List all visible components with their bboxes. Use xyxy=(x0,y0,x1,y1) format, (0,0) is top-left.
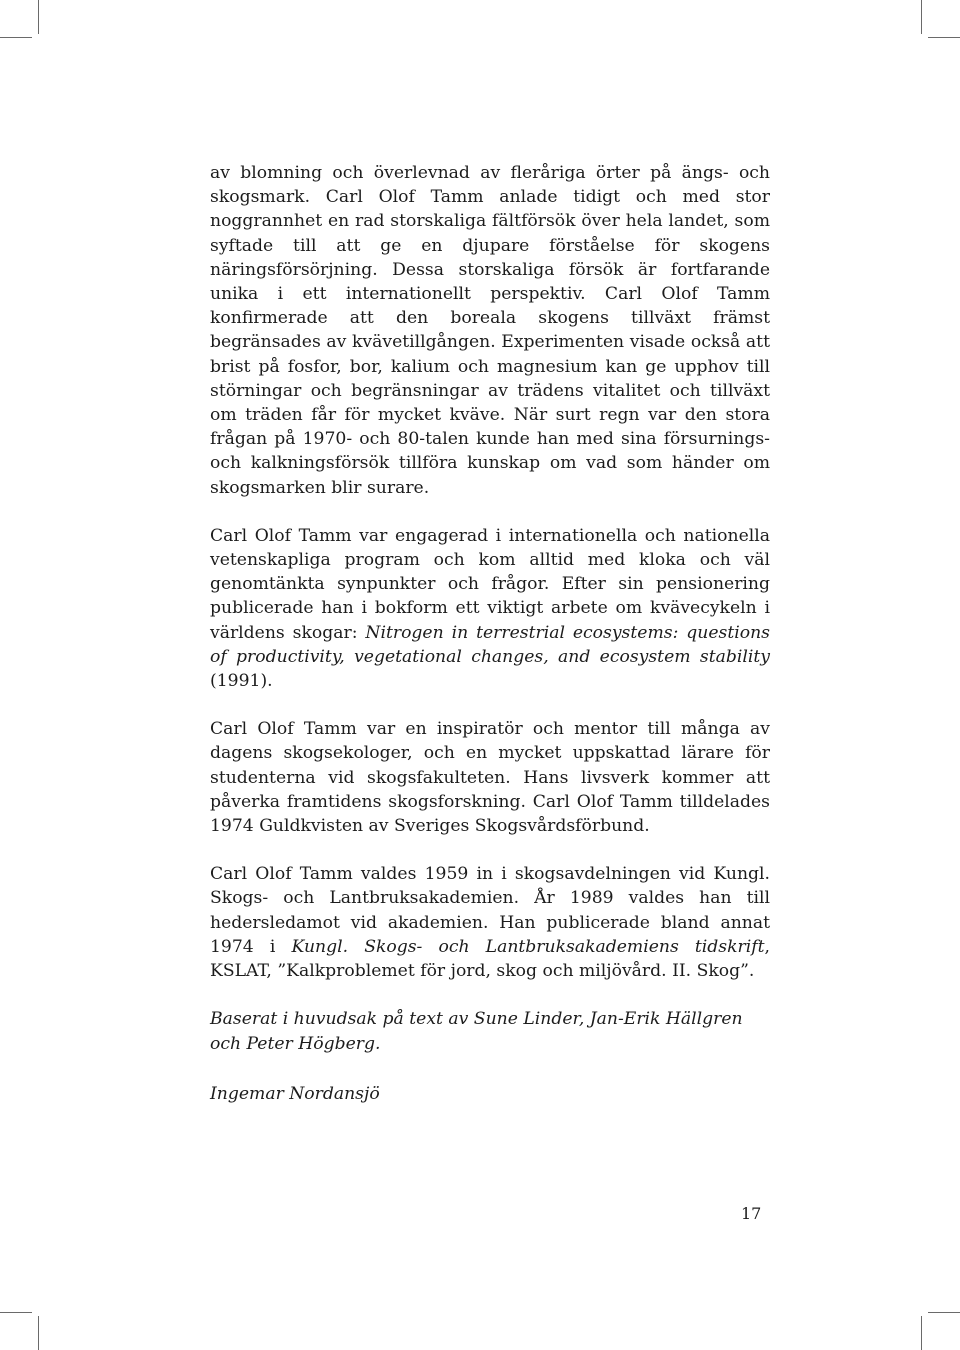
paragraph-academy: Carl Olof Tamm valdes 1959 in i skogsavdelningen vid Kungl. Skogs- och Lantbruksakademien. År 1989 valdes han till hedersledamot vid akademien. Han publicerade bland annat 1974 i Kungl. Skogs- och Lantbruksakademiens tidskrift, KSLAT, ”Kalkproblemet för jord, skog och miljövård. II. Skog”. xyxy=(210,864,770,982)
paragraph-international-engagement: Carl Olof Tamm var engagerad i internationella och nationella vetenskapliga program och kom alltid med kloka och väl genomtänkta synpunkter och frågor. Efter sin pensionering publicerade han i bokform ett viktigt arbete om kvävecykeln i världens skogar: Nitrogen in terrestrial ecosystems: questions of productivity, vegetational changes, and ecosystem stability (1991). xyxy=(210,525,770,692)
crop-mark-bottom-left-vertical xyxy=(38,1316,39,1350)
crop-mark-top-left-vertical xyxy=(38,0,39,34)
crop-mark-top-right-vertical xyxy=(921,0,922,34)
paragraph-mentor: Carl Olof Tamm var en inspiratör och mentor till många av dagens skogsekologer, och en mycket uppskattad lärare för studenterna vid skogsfakulteten. Hans livsverk kommer att påverka framtidens skogsforskning. Carl Olof Tamm tilldelades 1974 Guldkvisten av Sveriges Skogsvårdsförbund. xyxy=(210,719,770,837)
paragraph-research: av blomning och överlevnad av fleråriga örter på ängs- och skogsmark. Carl Olof Tamm anlade tidigt och med stor noggrannhet en rad storskaliga fältförsök över hela landet, som syftade till att ge en djupare förståelse för skogens näringsförsörjning. Dessa storskaliga försök är fortfarande unika i ett internationellt perspektiv. Carl Olof Tamm konfirmerade att den boreala skogens tillväxt främst begränsades av kvävetillgången. Experimenten visade också att brist på fosfor, bor, kalium och magnesium kan ge upphov till störningar och begränsningar av trädens vitalitet och tillväxt om träden får för mycket kväve. När surt regn var den stora frågan på 1970- och 80-talen kunde han med sina försurnings- och kalkningsförsök tillföra kunskap om vad som händer om skogsmarken blir surare. xyxy=(210,163,770,498)
source-note: Baserat i huvudsak på text av Sune Linder, Jan-Erik Hällgren och Peter Högberg. xyxy=(210,1009,743,1054)
crop-mark-bottom-right-vertical xyxy=(921,1316,922,1350)
page-body xyxy=(210,161,770,1106)
author-signature: Ingemar Nordansjö xyxy=(210,1083,380,1104)
journal-title: Kungl. Skogs- och Lantbruksakademiens tidskrift xyxy=(291,936,765,957)
page-number: 17 xyxy=(741,1204,762,1223)
crop-mark-top-left-horizontal xyxy=(0,37,32,38)
crop-mark-top-right-horizontal xyxy=(928,37,960,38)
crop-mark-bottom-right-horizontal xyxy=(928,1312,960,1313)
book-title: Nitrogen in terrestrial ecosystems: questions of productivity, vegetational changes, and ecosystem stability xyxy=(210,622,770,667)
crop-mark-bottom-left-horizontal xyxy=(0,1312,32,1313)
